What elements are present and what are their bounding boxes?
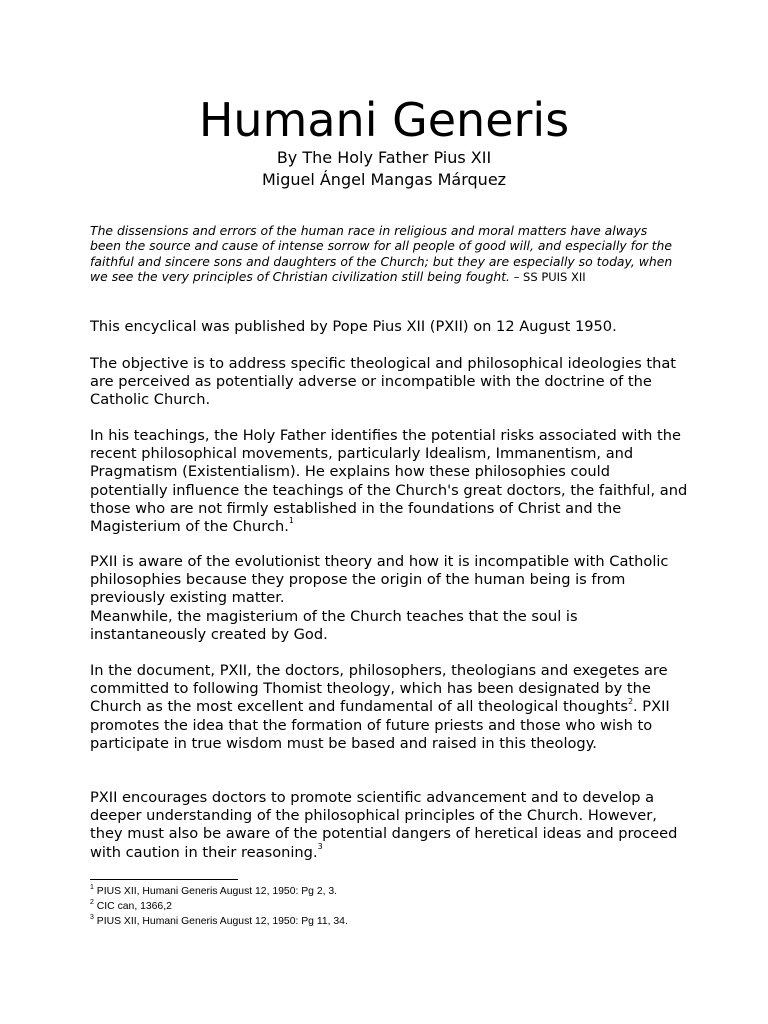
document-title: Humani Generis bbox=[198, 93, 570, 147]
footnote-text: CIC can, 1366,2 bbox=[93, 901, 172, 912]
document-subtitle-author: By The Holy Father Pius XII bbox=[276, 148, 492, 167]
paragraph-objective: The objective is to address specific theological and philosophical ideologies that are perceived as potentially adverse or incompatible with the doctrine of the Catholic Church. bbox=[90, 355, 677, 409]
epigraph-text: The dissensions and errors of the human race in religious and moral matters have always been the source and cause of intense sorrow for all people of good will, and especially for the faithful and sincere sons and daughters of the Church; but they are especially so today, when we see the very principles of Christian civilization still being fought. bbox=[90, 223, 673, 285]
paragraph-science-text: PXII encourages doctors to promote scientific advancement and to develop a deeper understanding of the philosophical principles of the Church. However, they must also be aware of the potential dangers of heretical ideas and proceed with caution in their reasoning. bbox=[90, 789, 678, 861]
document-subtitle-writer: Miguel Ángel Mangas Márquez bbox=[261, 170, 507, 189]
footnote-item bbox=[90, 899, 690, 914]
epigraph-quote bbox=[90, 223, 680, 286]
paragraph-evolution bbox=[90, 553, 690, 644]
footnote-ref-1: 1 bbox=[288, 516, 294, 526]
paragraph-thomist-text-a: In the document, PXII, the doctors, philosophers, theologians and exegetes are committed to following Thomist theology, which has been designated by the Church as the most excellent and fundamental of all theological thoughts bbox=[90, 662, 668, 716]
paragraph-teachings bbox=[90, 427, 690, 536]
paragraph-thomist bbox=[90, 662, 690, 753]
epigraph-attribution: – SS PUIS XII bbox=[510, 270, 586, 285]
paragraph-thomist-text-b: . PXII promotes the idea that the formation of future priests and those who wish to participate in true wisdom must be based and raised in this theology. bbox=[90, 698, 670, 752]
footnote-text: PIUS XII, Humani Generis August 12, 1950: Pg 2, 3. bbox=[93, 886, 338, 897]
footnote-item bbox=[90, 884, 690, 899]
footnote-item bbox=[90, 914, 690, 929]
paragraph-magisterium-text: Meanwhile, the magisterium of the Church teaches that the soul is instantaneously created by God. bbox=[90, 607, 578, 643]
footnote-ref-2: 2 bbox=[627, 696, 634, 706]
paragraph-teachings-text: In his teachings, the Holy Father identifies the potential risks associated with the recent philosophical movements, particularly Idealism, Immanentism, and Pragmatism (Existentialism). He explains how these philosophies could potentially influence the teachings of the Church's great doctors, the faithful, and those who are not firmly established in the foundations of Christ and the Magisterium of the Church. bbox=[90, 427, 688, 536]
footnote-number: 2 bbox=[90, 898, 94, 906]
footnote-text: PIUS XII, Humani Generis August 12, 1950: Pg 11, 34. bbox=[93, 916, 348, 927]
footnote-separator bbox=[90, 879, 238, 880]
footnote-ref-3: 3 bbox=[317, 841, 323, 851]
footnote-number: 3 bbox=[90, 913, 94, 921]
footnotes bbox=[90, 884, 690, 929]
paragraph-publication: This encyclical was published by Pope Pius XII (PXII) on 12 August 1950. bbox=[90, 318, 617, 335]
paragraph-evolution-text: PXII is aware of the evolutionist theory and how it is incompatible with Catholic philosophies because they propose the origin of the human being is from previously existing matter. bbox=[90, 553, 669, 607]
footnote-number: 1 bbox=[90, 883, 94, 891]
paragraph-science bbox=[90, 789, 690, 862]
